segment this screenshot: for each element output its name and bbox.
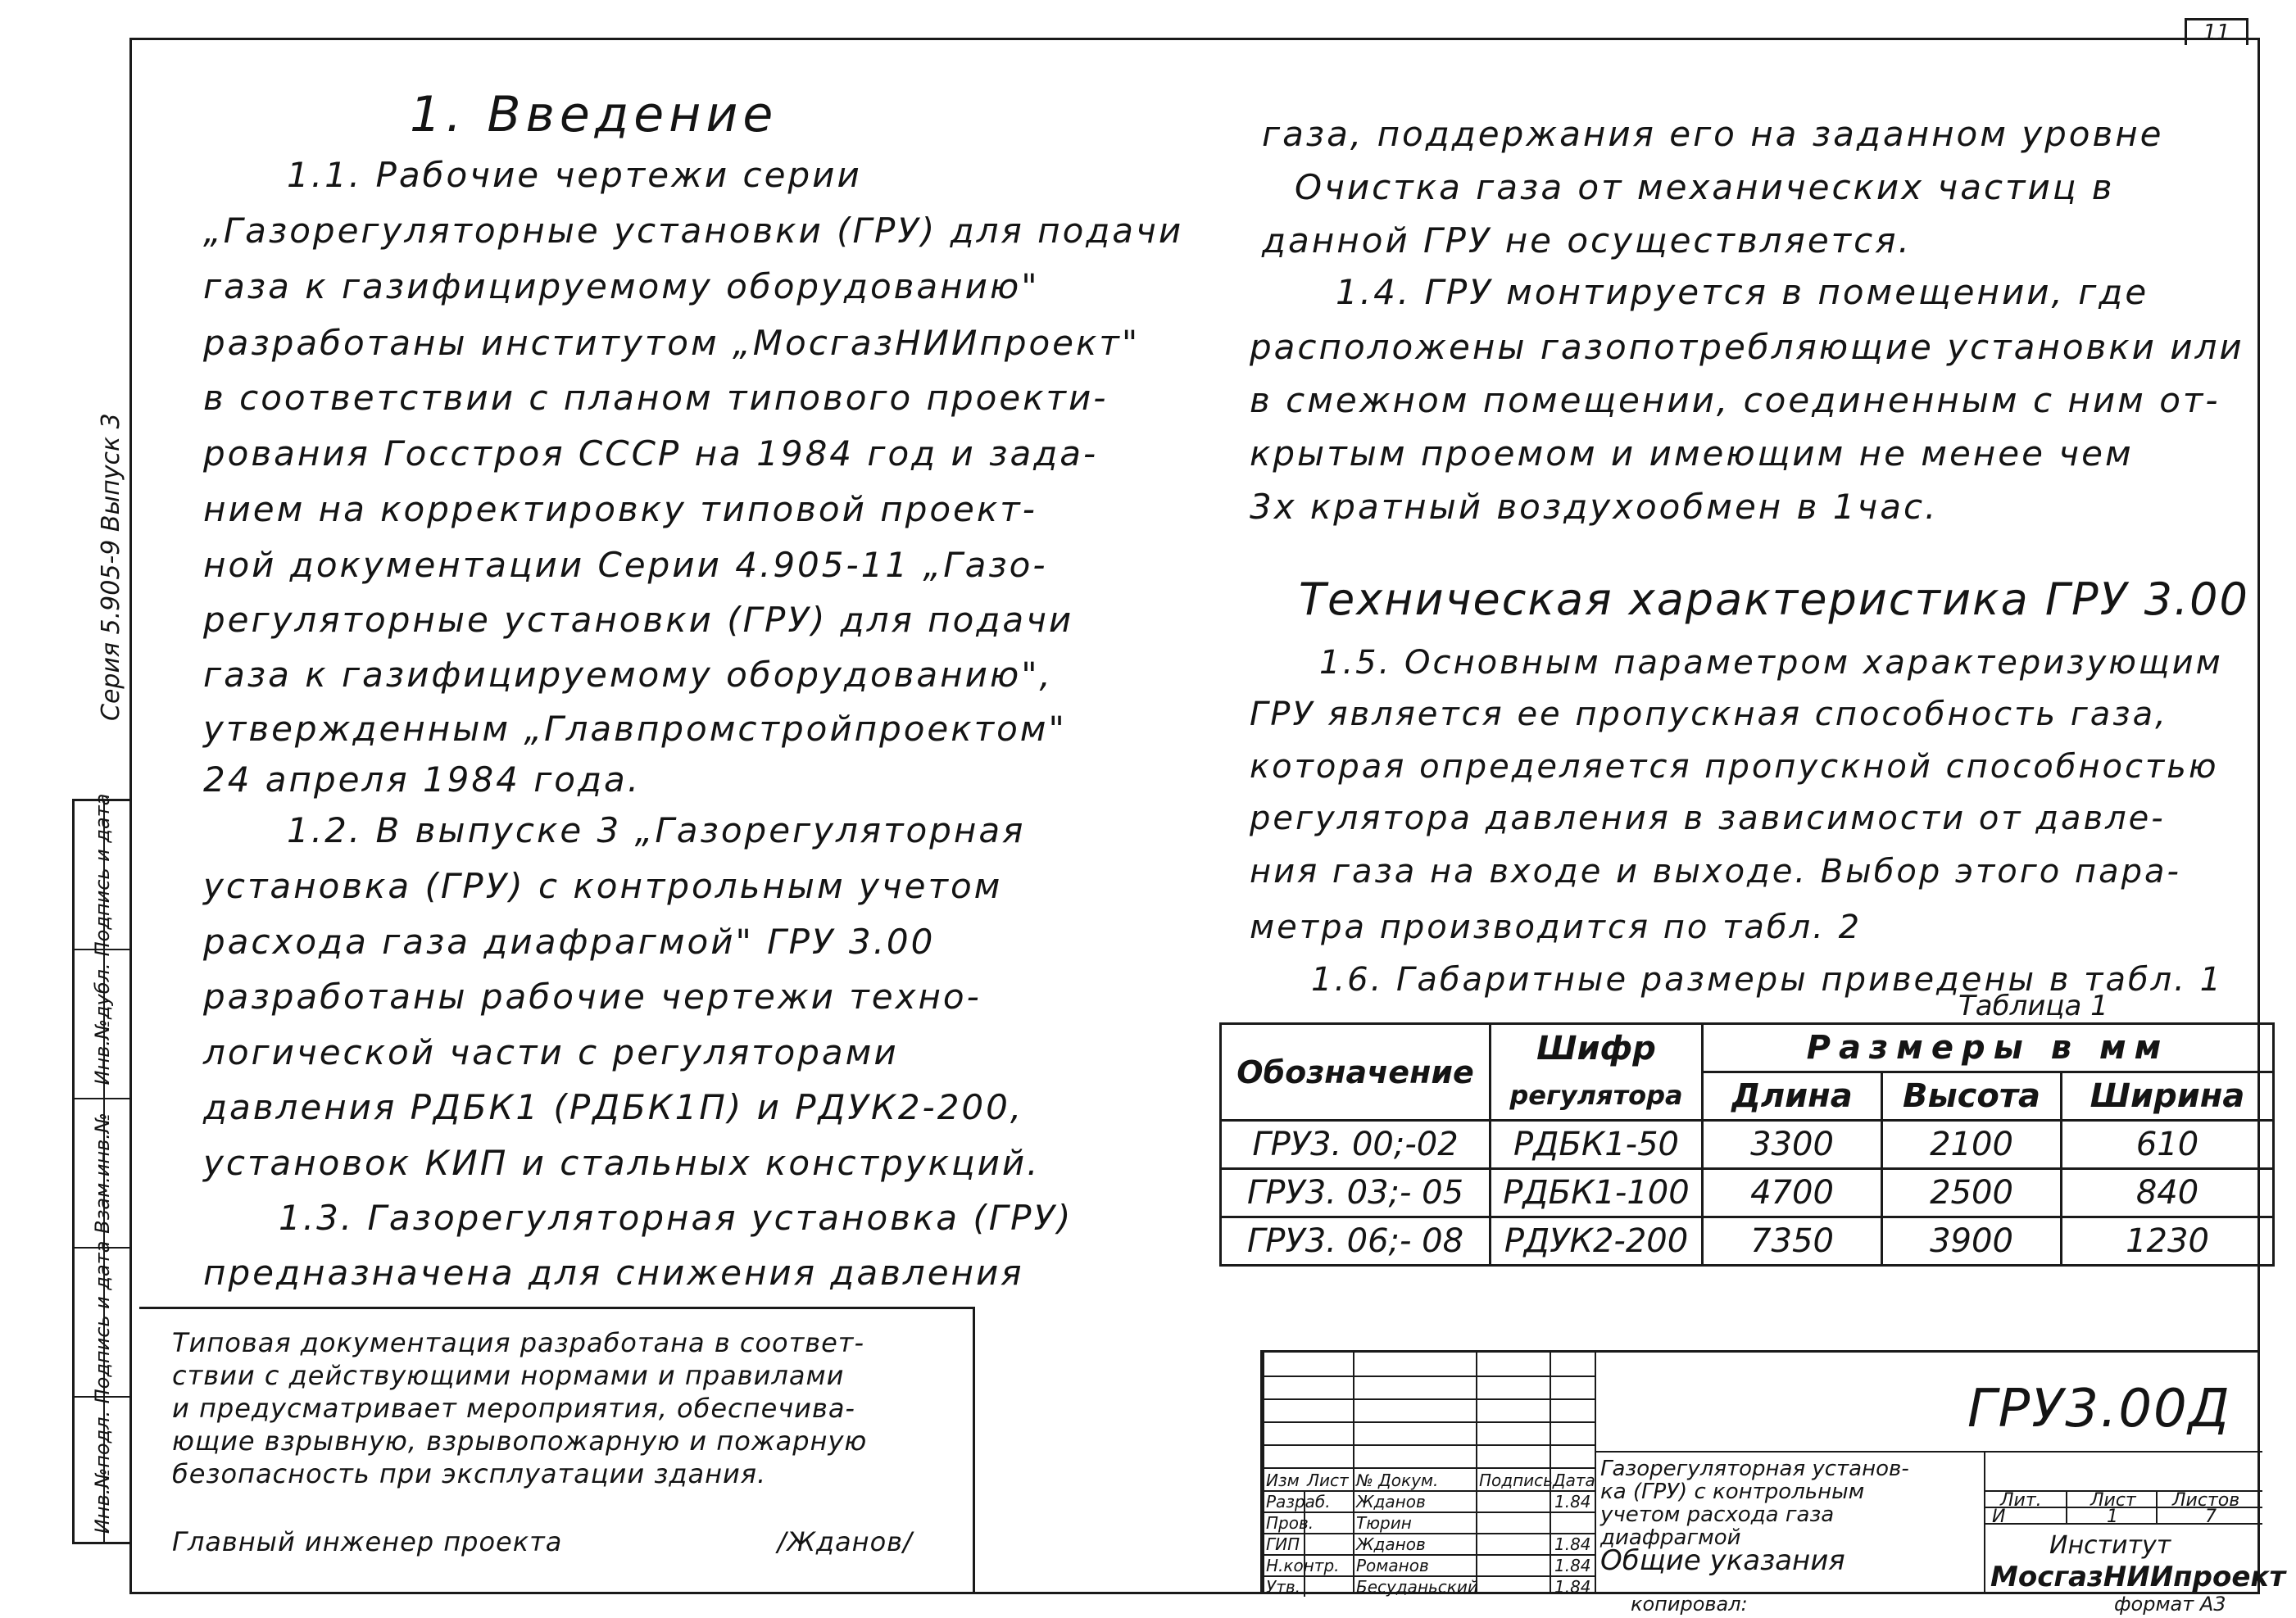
tb-name: Тюрин [1356,1513,1412,1533]
intro-line: газа к газифицируемому оборудованию" [203,266,1040,306]
right-line: 3х кратный воздухообмен в 1час. [1250,487,1939,527]
tb-name: Бесуданьский [1356,1577,1478,1597]
table-cell-height: 2100 [1882,1121,2062,1169]
dimensions-table [1219,1022,2275,1267]
hdr-doc: № Докум. [1356,1471,1439,1490]
sheets-label: Листов [2172,1490,2240,1511]
tb-role: Утв. [1266,1577,1300,1597]
note-line: ющие взрывную, взрывопожарную и пожарную [172,1425,868,1457]
table-cell-cipher: РДБК1-50 [1491,1121,1703,1169]
right-line: данной ГРУ не осуществляется. [1262,220,1912,261]
copied-by: копировал: [1631,1593,1748,1616]
format-label: формат А3 [2114,1593,2226,1616]
tb-role: Разраб. [1266,1492,1331,1511]
intro-line: установок КИП и стальных конструкций. [203,1143,1041,1183]
table-cell-width: 610 [2062,1121,2274,1169]
hdr-date: Дата [1553,1471,1595,1490]
stamp-cell: Подпись и дата [75,1249,129,1398]
intro-line: „Газорегуляторные установки (ГРУ) для подачи [203,211,1184,251]
tech-heading: Техническая характеристика ГРУ 3.00 [1299,573,2249,625]
tech-line: которая определяется пропускной способностью [1250,748,2219,786]
stamp-cell: Инв.№дубл. [75,950,129,1099]
tech-line: ния газа на входе и выходе. Выбор этого пара- [1250,853,2181,891]
note-line: безопасность при эксплуатации здания. [172,1458,767,1489]
sheet-label: Лист [2090,1490,2136,1511]
intro-line: 1.3. Газорегуляторная установка (ГРУ) [279,1198,1073,1238]
tb-date: 1.84 [1554,1577,1591,1597]
chief-engineer [172,1526,913,1557]
document-code: ГРУ3.00Д [1967,1379,2231,1439]
table-cell-height: 3900 [1882,1217,2062,1266]
note-line: ствии с действующими нормами и правилами [172,1360,845,1391]
intro-line: регуляторные установки (ГРУ) для подачи [203,600,1074,640]
table-cell-height: 2500 [1882,1169,2062,1217]
tb-role: ГИП [1266,1534,1300,1554]
header-height: Высота [1882,1072,2062,1121]
table-cell-designation: ГРУ3. 03;- 05 [1221,1169,1491,1217]
table-row [1221,1169,2274,1217]
stamp-cell: Подпись и дата [75,801,129,950]
tb-name: Романов [1356,1556,1429,1575]
table-cell-cipher: РДУК2-200 [1491,1217,1703,1266]
stage-value: И [1992,1507,2006,1527]
tb-role: Н.контр. [1266,1556,1340,1575]
table-cell-length: 4700 [1703,1169,1882,1217]
table-cell-width: 1230 [2062,1217,2274,1266]
intro-line: 1.1. Рабочие чертежи серии [287,155,862,195]
sheet-value: 1 [2107,1507,2118,1527]
series-label: Серия 5.905-9 Выпуск 3 [97,413,125,721]
header-sizes: Размеры в мм [1703,1024,2274,1072]
intro-line: разработаны рабочие чертежи техно- [203,977,982,1017]
right-line: газа, поддержания его на заданном уровне [1262,114,2164,154]
intro-line: утвержденным „Главпромстройпроектом" [203,709,1067,749]
note-line: Типовая документация разработана в соответ- [172,1327,864,1358]
table-cell-length: 7350 [1703,1217,1882,1266]
header-cipher: Шифр [1491,1024,1703,1072]
header-width: Ширина [2062,1072,2274,1121]
table-cell-designation: ГРУ3. 06;- 08 [1221,1217,1491,1266]
intro-line: нием на корректировку типовой проект- [203,489,1037,529]
org-label: Институт [2049,1531,2171,1560]
tb-name: Жданов [1356,1492,1426,1511]
table-row [1221,1217,2274,1266]
tech-line: метра производится по табл. 2 [1250,909,1863,946]
right-line: Очистка газа от механических частиц в [1295,167,2115,207]
table-cell-cipher: РДБК1-100 [1491,1169,1703,1217]
intro-line: 1.2. В выпуске 3 „Газорегуляторная [287,810,1026,850]
intro-line: предназначена для снижения давления [203,1253,1024,1293]
right-line: в смежном помещении, соединенным с ним от- [1250,380,2221,420]
page-number: 11 [2185,18,2248,45]
hdr-izm: Изм [1266,1471,1300,1490]
intro-line: установка (ГРУ) с контрольным учетом [203,866,1003,906]
intro-line: ной документации Серии 4.905-11 „Газо- [203,545,1048,585]
sheets-value: 7 [2205,1507,2217,1527]
tech-line: 1.5. Основным параметром характеризующим [1319,644,2223,682]
table-cell-length: 3300 [1703,1121,1882,1169]
chief-label: Главный инженер проекта [172,1526,563,1557]
title-block [1260,1350,2286,1597]
intro-line: рования Госстроя СССР на 1984 год и зада- [203,433,1099,474]
right-line: 1.4. ГРУ монтируется в помещении, где [1336,272,2149,312]
tb-date: 1.84 [1554,1556,1591,1575]
left-stamp [72,793,129,1544]
title-description: Газорегуляторная установ- ка (ГРУ) с контрольным учетом расхода газа диафрагмой Общие указания [1600,1457,1909,1577]
tech-line: регулятора давления в зависимости от давле- [1250,800,2166,837]
right-line: расположены газопотребляющие установки или [1250,327,2244,367]
intro-line: логической части с регуляторами [203,1032,899,1072]
table-cell-designation: ГРУ3. 00;-02 [1221,1121,1491,1169]
hdr-sign: Подпись [1479,1471,1553,1490]
tech-line: ГРУ является ее пропускная способность газа, [1250,696,2168,733]
hdr-list: Лист [1307,1471,1349,1490]
header-cipher-sub: регулятора [1491,1072,1703,1121]
intro-line: разработаны институтом „МосгазНИИпроект" [203,323,1141,363]
tech-line: 1.6. Габаритные размеры приведены в табл. 1 [1311,961,2224,999]
intro-line: расхода газа диафрагмой" ГРУ 3.00 [203,922,936,962]
intro-heading: 1. Введение [410,86,778,143]
header-designation: Обозначение [1221,1024,1491,1121]
note-line: и предусматривает мероприятия, обеспечива- [172,1393,855,1424]
intro-line: в соответствии с планом типового проекти- [203,378,1109,418]
right-line: крытым проемом и имеющим не менее чем [1250,433,2134,474]
table-cell-width: 840 [2062,1169,2274,1217]
stamp-cell: Инв.№подл. [90,1410,114,1534]
header-length: Длина [1703,1072,1882,1121]
tb-name: Жданов [1356,1534,1426,1554]
tb-role: Пров. [1266,1513,1314,1533]
standard-note [139,1307,975,1593]
tb-date: 1.84 [1554,1492,1591,1511]
intro-line: 24 апреля 1984 года. [203,759,642,800]
tb-date: 1.84 [1554,1534,1591,1554]
chief-name: /Жданов/ [777,1526,913,1557]
table-row [1221,1121,2274,1169]
stage-label: Лит. [2000,1490,2042,1511]
stamp-cell: Взам.инв.№ [75,1099,129,1249]
table-caption: Таблица 1 [1958,990,2108,1022]
intro-line: газа к газифицируемому оборудованию", [203,655,1053,695]
table-header-row [1221,1024,2274,1072]
intro-line: давления РДБК1 (РДБК1П) и РДУК2-200, [203,1087,1024,1127]
org-name: МосгазНИИпроект [1990,1561,2286,1593]
